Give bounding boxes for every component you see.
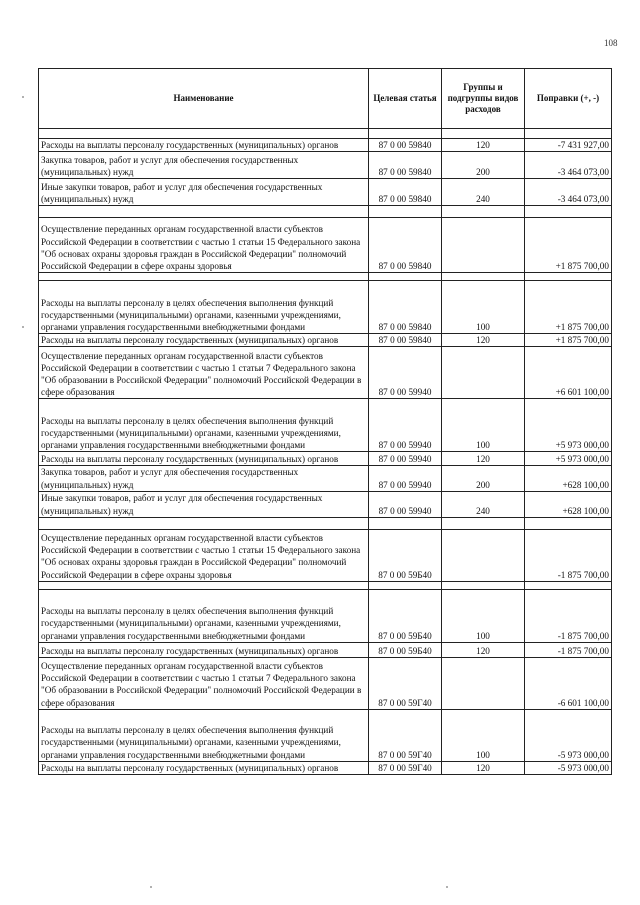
spacer-cell (525, 129, 612, 139)
cell-expense-group: 100 (442, 589, 525, 642)
table-row (39, 452, 612, 466)
table-row (39, 761, 612, 774)
cell-amendment: -1 875 700,00 (525, 529, 612, 581)
cell-name: Иные закупки товаров, работ и услуг для обеспечения государственных (муниципальных) нужд (39, 491, 369, 517)
cell-amendment: -1 875 700,00 (525, 642, 612, 657)
row-spacer (39, 517, 612, 529)
scan-speck (22, 96, 24, 98)
spacer-cell (369, 273, 442, 281)
cell-expense-group: 120 (442, 334, 525, 347)
cell-amendment: -5 973 000,00 (525, 709, 612, 761)
cell-name: Расходы на выплаты персоналу в целях обеспечения выполнения функций государственными (муниципальными) органами, казенными учреждениями, органами управления государственными внебюджетными фондами (39, 709, 369, 761)
cell-name: Осуществление переданных органам государственной власти субъектов Российской Федерации в соответствии с частью 1 статьи 7 Федерального закона "Об образовании в Российской Федерации" полномочий Российской Федерации в сфере образования (39, 347, 369, 399)
spacer-cell (39, 206, 369, 218)
table-row (39, 399, 612, 452)
spacer-cell (442, 206, 525, 218)
cell-name: Расходы на выплаты персоналу государственных (муниципальных) органов (39, 452, 369, 466)
cell-name: Закупка товаров, работ и услуг для обеспечения государственных (муниципальных) нужд (39, 466, 369, 491)
cell-expense-group (442, 347, 525, 399)
cell-target-article: 87 0 00 59940 (369, 399, 442, 452)
row-spacer (39, 206, 612, 218)
cell-target-article: 87 0 00 59940 (369, 452, 442, 466)
cell-expense-group: 200 (442, 152, 525, 179)
cell-expense-group: 100 (442, 709, 525, 761)
cell-name: Расходы на выплаты персоналу в целях обеспечения выполнения функций государственными (муниципальными) органами, казенными учреждениями, органами управления государственными внебюджетными фондами (39, 281, 369, 334)
cell-name: Закупка товаров, работ и услуг для обеспечения государственных (муниципальных) нужд (39, 152, 369, 179)
cell-target-article: 87 0 00 59840 (369, 152, 442, 179)
table-row (39, 139, 612, 152)
scan-speck (446, 886, 448, 888)
spacer-cell (442, 581, 525, 589)
page-number: 108 (604, 38, 618, 48)
cell-name: Расходы на выплаты персоналу в целях обеспечения выполнения функций государственными (муниципальными) органами, казенными учреждениями, органами управления государственными внебюджетными фондами (39, 589, 369, 642)
cell-target-article: 87 0 00 59Б40 (369, 642, 442, 657)
spacer-cell (369, 206, 442, 218)
cell-amendment: -6 601 100,00 (525, 657, 612, 709)
table-row (39, 529, 612, 581)
cell-name: Расходы на выплаты персоналу государственных (муниципальных) органов (39, 761, 369, 774)
spacer-cell (39, 581, 369, 589)
cell-amendment: -7 431 927,00 (525, 139, 612, 152)
cell-expense-group (442, 657, 525, 709)
cell-target-article: 87 0 00 59940 (369, 491, 442, 517)
cell-amendment: +628 100,00 (525, 491, 612, 517)
cell-target-article: 87 0 00 59840 (369, 179, 442, 206)
cell-expense-group: 120 (442, 642, 525, 657)
table-row (39, 491, 612, 517)
cell-target-article: 87 0 00 59Г40 (369, 709, 442, 761)
cell-amendment: +628 100,00 (525, 466, 612, 491)
spacer-cell (39, 129, 369, 139)
cell-target-article: 87 0 00 59Б40 (369, 529, 442, 581)
scan-speck (22, 326, 24, 328)
cell-expense-group: 120 (442, 761, 525, 774)
cell-target-article: 87 0 00 59Г40 (369, 657, 442, 709)
cell-target-article: 87 0 00 59840 (369, 281, 442, 334)
table-row (39, 334, 612, 347)
table-row (39, 152, 612, 179)
cell-expense-group: 240 (442, 491, 525, 517)
cell-expense-group: 200 (442, 466, 525, 491)
cell-target-article: 87 0 00 59Б40 (369, 589, 442, 642)
spacer-cell (369, 129, 442, 139)
row-spacer (39, 129, 612, 139)
spacer-cell (525, 273, 612, 281)
table-row (39, 179, 612, 206)
table-row (39, 642, 612, 657)
cell-expense-group (442, 218, 525, 273)
cell-amendment: +5 973 000,00 (525, 452, 612, 466)
cell-target-article: 87 0 00 59840 (369, 218, 442, 273)
table-row (39, 589, 612, 642)
table-header-row (39, 69, 612, 129)
spacer-cell (525, 517, 612, 529)
cell-name: Расходы на выплаты персоналу государственных (муниципальных) органов (39, 642, 369, 657)
spacer-cell (442, 273, 525, 281)
row-spacer (39, 581, 612, 589)
table-row (39, 218, 612, 273)
cell-name: Расходы на выплаты персоналу государственных (муниципальных) органов (39, 139, 369, 152)
spacer-cell (369, 517, 442, 529)
cell-name: Иные закупки товаров, работ и услуг для обеспечения государственных (муниципальных) нужд (39, 179, 369, 206)
spacer-cell (525, 581, 612, 589)
cell-name: Осуществление переданных органам государственной власти субъектов Российской Федерации в соответствии с частью 1 статьи 15 Федерального закона "Об основах охраны здоровья граждан в Российской Федерации" полномочий Российской Федерации в сфере охраны здоровья (39, 218, 369, 273)
table-row (39, 657, 612, 709)
header-target-article: Целевая статья (369, 69, 442, 129)
cell-target-article: 87 0 00 59940 (369, 466, 442, 491)
spacer-cell (39, 273, 369, 281)
cell-amendment: -5 973 000,00 (525, 761, 612, 774)
cell-expense-group (442, 529, 525, 581)
cell-amendment: -1 875 700,00 (525, 589, 612, 642)
row-spacer (39, 273, 612, 281)
table-row (39, 466, 612, 491)
spacer-cell (369, 581, 442, 589)
header-expense-groups: Группы и подгруппы видов расходов (442, 69, 525, 129)
spacer-cell (442, 129, 525, 139)
table-body (39, 129, 612, 775)
spacer-cell (525, 206, 612, 218)
table-row (39, 709, 612, 761)
cell-target-article: 87 0 00 59940 (369, 347, 442, 399)
cell-expense-group: 240 (442, 179, 525, 206)
cell-amendment: +1 875 700,00 (525, 218, 612, 273)
cell-amendment: -3 464 073,00 (525, 179, 612, 206)
cell-name: Осуществление переданных органам государственной власти субъектов Российской Федерации в соответствии с частью 1 статьи 15 Федерального закона "Об основах охраны здоровья граждан в Российской Федерации" полномочий Российской Федерации в сфере охраны здоровья (39, 529, 369, 581)
spacer-cell (39, 517, 369, 529)
table-row (39, 281, 612, 334)
cell-expense-group: 100 (442, 399, 525, 452)
cell-amendment: +1 875 700,00 (525, 281, 612, 334)
header-name: Наименование (39, 69, 369, 129)
cell-target-article: 87 0 00 59840 (369, 139, 442, 152)
table-row (39, 347, 612, 399)
cell-expense-group: 120 (442, 139, 525, 152)
cell-amendment: +5 973 000,00 (525, 399, 612, 452)
spacer-cell (442, 517, 525, 529)
header-amendments: Поправки (+, -) (525, 69, 612, 129)
cell-expense-group: 120 (442, 452, 525, 466)
cell-amendment: +1 875 700,00 (525, 334, 612, 347)
budget-amendments-table (38, 68, 612, 775)
cell-name: Расходы на выплаты персоналу государственных (муниципальных) органов (39, 334, 369, 347)
scan-speck (150, 886, 152, 888)
cell-target-article: 87 0 00 59840 (369, 334, 442, 347)
cell-amendment: -3 464 073,00 (525, 152, 612, 179)
cell-target-article: 87 0 00 59Г40 (369, 761, 442, 774)
cell-name: Расходы на выплаты персоналу в целях обеспечения выполнения функций государственными (муниципальными) органами, казенными учреждениями, органами управления государственными внебюджетными фондами (39, 399, 369, 452)
cell-name: Осуществление переданных органам государственной власти субъектов Российской Федерации в соответствии с частью 1 статьи 7 Федерального закона "Об образовании в Российской Федерации" полномочий Российской Федерации в сфере образования (39, 657, 369, 709)
cell-amendment: +6 601 100,00 (525, 347, 612, 399)
cell-expense-group: 100 (442, 281, 525, 334)
